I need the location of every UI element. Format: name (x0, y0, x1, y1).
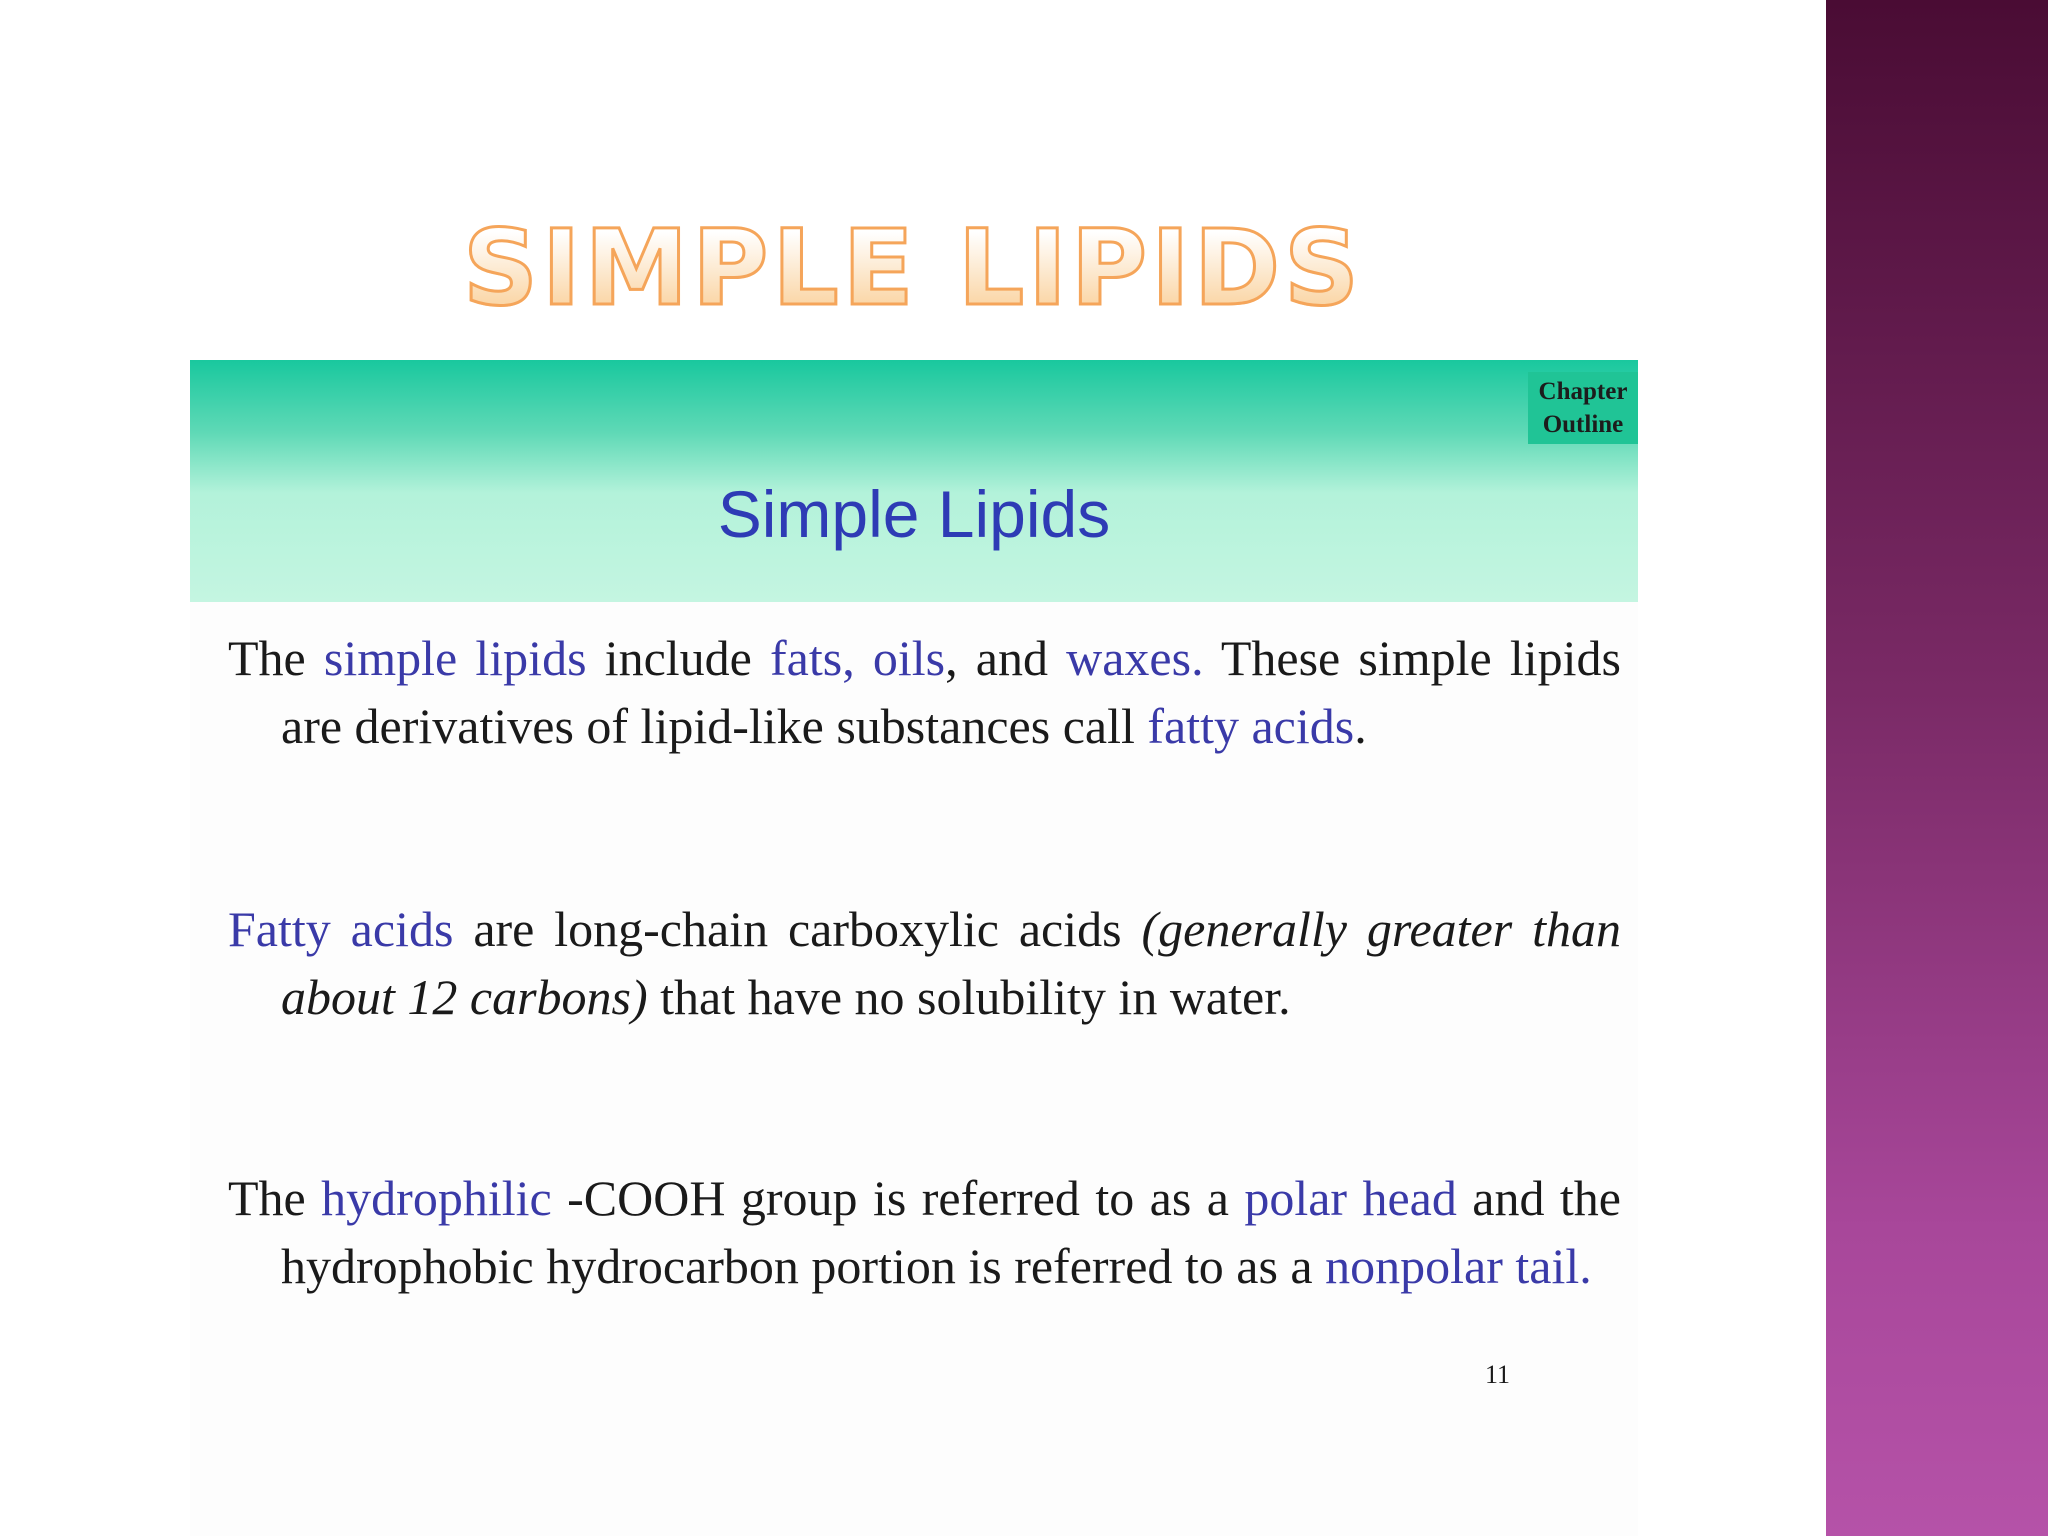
embedded-slide-header (190, 360, 1638, 602)
highlight-term: simple lipids (323, 630, 587, 686)
paragraph-simple-lipids (228, 624, 1621, 760)
embedded-slide (190, 360, 1638, 1536)
highlight-term: Fatty acids (228, 901, 454, 957)
highlight-term: fats, oils (770, 630, 946, 686)
paragraph-fatty-acids (228, 895, 1621, 1031)
decorative-sidebar (1826, 0, 2048, 1536)
italic-note: (generally greater than about 12 carbons) (281, 901, 1621, 1025)
text-segment: and the hydrophobic hydrocarbon portion is referred to as a (281, 1170, 1621, 1294)
page-number: 11 (1485, 1360, 1511, 1389)
text-segment: The (228, 1170, 322, 1226)
highlight-term: polar head (1244, 1170, 1457, 1226)
highlight-term: hydrophilic (321, 1170, 552, 1226)
highlight-term: nonpolar tail. (1325, 1238, 1592, 1294)
text-segment: that have no solubility in water. (647, 969, 1291, 1025)
slide-title: SIMPLE LIPIDS (0, 208, 1826, 328)
highlight-term: fatty acids (1147, 698, 1355, 754)
text-segment: These simple lipids are derivatives of lipid-like substances call (281, 630, 1621, 754)
highlight-term: waxes. (1066, 630, 1204, 686)
text-segment: The (228, 630, 324, 686)
text-segment: -COOH group is referred to as a (551, 1170, 1245, 1226)
paragraph-polar-head (228, 1164, 1621, 1300)
text-segment: , and (945, 630, 1067, 686)
text-segment: . (1354, 698, 1367, 754)
text-segment: are long-chain carboxylic acids (453, 901, 1142, 957)
embedded-slide-title: Simple Lipids (717, 477, 1111, 551)
chapter-outline-button[interactable]: Chapter Outline (1528, 372, 1638, 444)
text-segment: include (586, 630, 771, 686)
